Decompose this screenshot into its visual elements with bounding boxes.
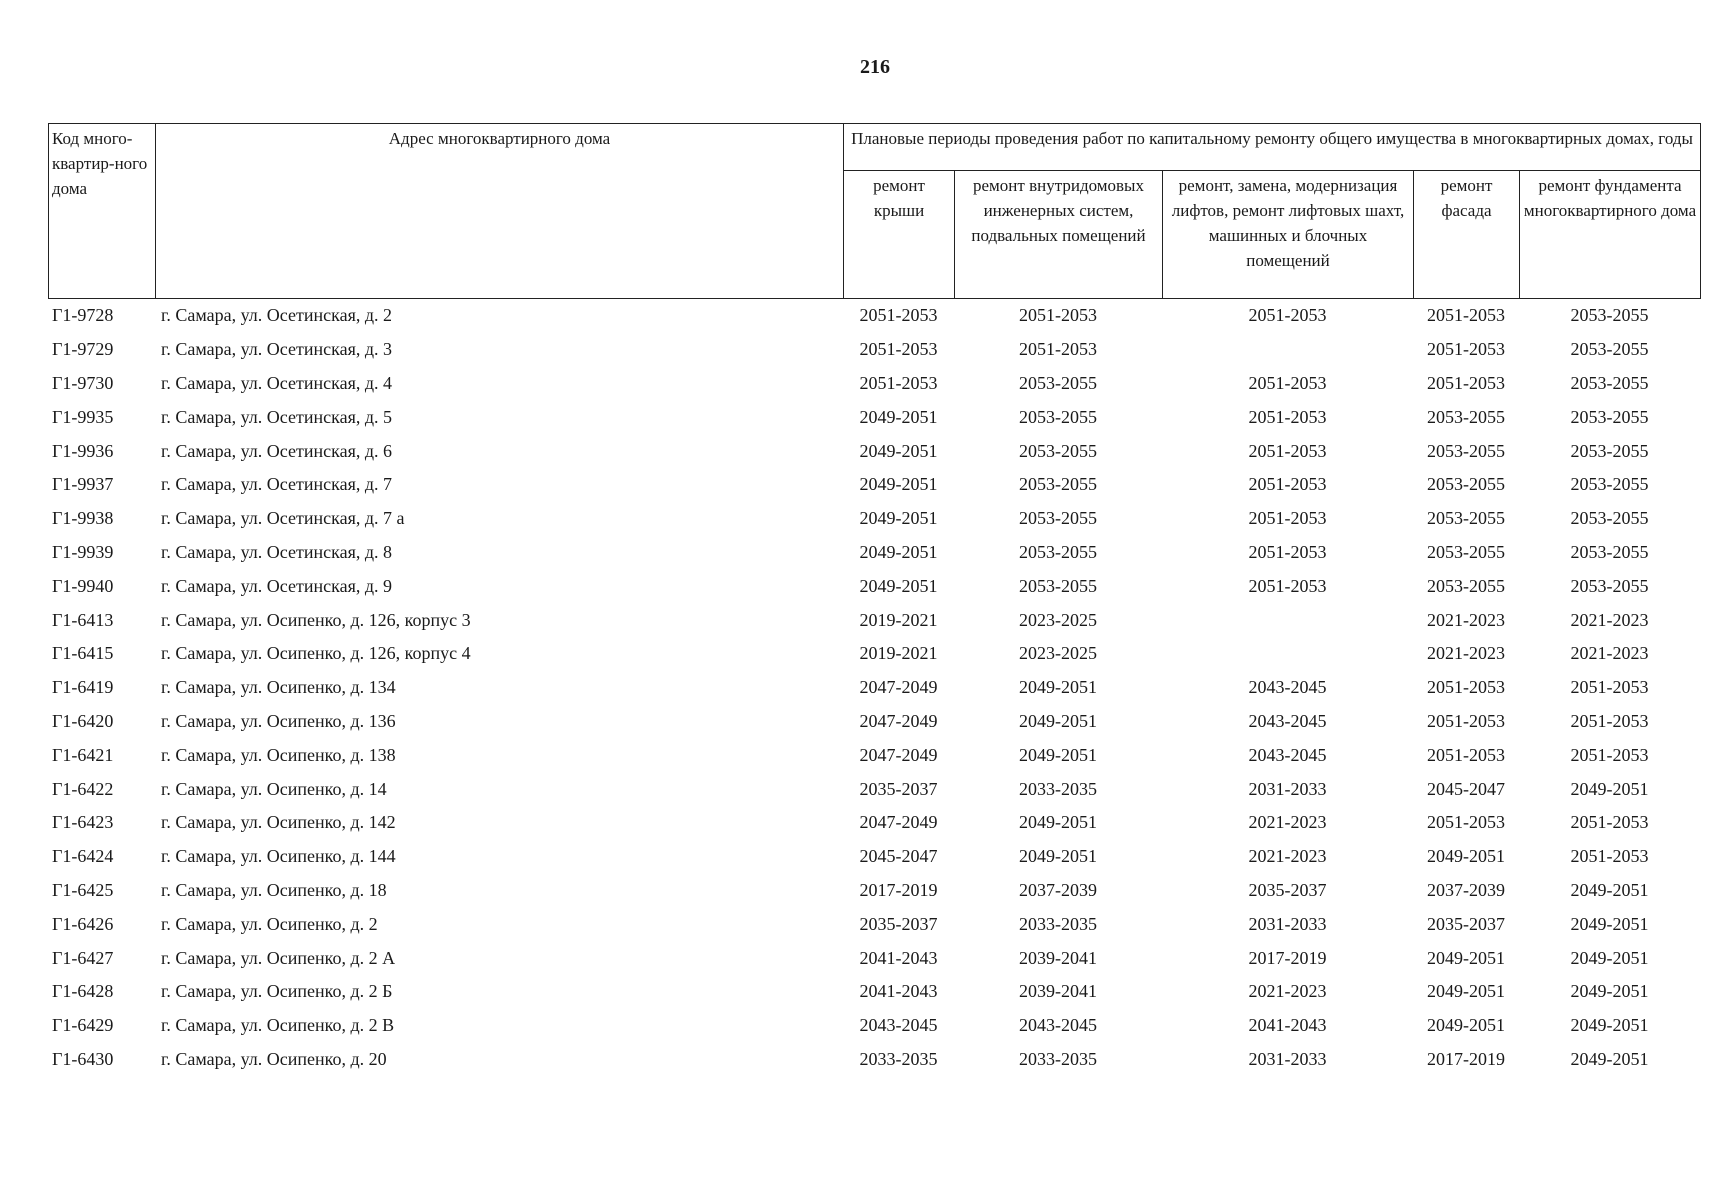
- roof-period: 2017-2019: [859, 879, 938, 900]
- table-row: [48, 975, 1700, 1009]
- table-body: [48, 299, 1700, 1076]
- house-address: г. Самара, ул. Осипенко, д. 126, корпус 3: [161, 609, 471, 630]
- table-row: [48, 603, 1700, 637]
- roof-period: 2049-2051: [859, 440, 938, 461]
- house-code: Г1-6425: [52, 879, 114, 900]
- roof-period: 2051-2053: [859, 372, 938, 393]
- house-address: г. Самара, ул. Осипенко, д. 134: [161, 677, 396, 698]
- systems-period: 2051-2053: [1019, 339, 1097, 360]
- table-row: [48, 637, 1700, 671]
- elevators-period: [1162, 603, 1413, 637]
- house-code: Г1-6419: [52, 677, 114, 698]
- elevators-period: 2043-2045: [1248, 744, 1327, 765]
- facade-period: 2053-2055: [1427, 440, 1505, 461]
- facade-period: 2049-2051: [1427, 846, 1505, 867]
- facade-period: 2051-2053: [1427, 812, 1505, 833]
- elevators-period: 2051-2053: [1248, 575, 1327, 596]
- foundation-period: 2049-2051: [1570, 879, 1649, 900]
- house-address: г. Самара, ул. Осетинская, д. 3: [161, 339, 393, 360]
- foundation-period: 2049-2051: [1570, 947, 1649, 968]
- facade-period: 2053-2055: [1427, 406, 1505, 427]
- foundation-period: 2053-2055: [1570, 339, 1649, 360]
- systems-period: 2049-2051: [1019, 812, 1097, 833]
- elevators-period: 2031-2033: [1248, 913, 1327, 934]
- house-code: Г1-6429: [52, 1015, 114, 1036]
- house-address: г. Самара, ул. Осетинская, д. 4: [161, 372, 393, 393]
- house-address: г. Самара, ул. Осетинская, д. 6: [161, 440, 393, 461]
- foundation-period: 2021-2023: [1570, 643, 1649, 664]
- elevators-period: 2021-2023: [1248, 981, 1327, 1002]
- table-row: [48, 941, 1700, 975]
- header-foundation: ремонт фундамента многоквартирного дома: [1520, 171, 1701, 299]
- table-row: [48, 569, 1700, 603]
- systems-period: 2023-2025: [1019, 609, 1097, 630]
- systems-period: 2023-2025: [1019, 643, 1097, 664]
- elevators-period: 2043-2045: [1248, 710, 1327, 731]
- table-row: [48, 1043, 1700, 1077]
- house-address: г. Самара, ул. Осипенко, д. 2 А: [161, 947, 396, 968]
- foundation-period: 2053-2055: [1570, 474, 1649, 495]
- roof-period: 2035-2037: [859, 778, 938, 799]
- house-address: г. Самара, ул. Осипенко, д. 2 В: [161, 1015, 395, 1036]
- house-code: Г1-6422: [52, 778, 114, 799]
- house-code: Г1-9935: [52, 406, 114, 427]
- house-code: Г1-6428: [52, 981, 114, 1002]
- header-systems: ремонт внутридомовых инженерных систем, подвальных помещений: [955, 171, 1163, 299]
- elevators-period: 2035-2037: [1248, 879, 1327, 900]
- facade-period: 2053-2055: [1427, 474, 1505, 495]
- table-row: [48, 468, 1700, 502]
- foundation-period: 2049-2051: [1570, 1048, 1649, 1069]
- elevators-period: 2051-2053: [1248, 541, 1327, 562]
- house-address: г. Самара, ул. Осипенко, д. 126, корпус 4: [161, 643, 471, 664]
- elevators-period: 2031-2033: [1248, 1048, 1327, 1069]
- foundation-period: 2053-2055: [1570, 406, 1649, 427]
- table-header: [48, 123, 1701, 299]
- facade-period: 2045-2047: [1427, 778, 1505, 799]
- systems-period: 2053-2055: [1019, 440, 1097, 461]
- house-address: г. Самара, ул. Осетинская, д. 9: [161, 575, 393, 596]
- house-code: Г1-6415: [52, 643, 114, 664]
- table-row: [48, 840, 1700, 874]
- header-address: Адрес многоквартирного дома: [156, 124, 844, 299]
- house-code: Г1-9936: [52, 440, 114, 461]
- facade-period: 2051-2053: [1427, 305, 1505, 326]
- table-row: [48, 434, 1700, 468]
- roof-period: 2019-2021: [859, 643, 938, 664]
- house-code: Г1-9728: [52, 305, 114, 326]
- house-code: Г1-6427: [52, 947, 114, 968]
- roof-period: 2019-2021: [859, 609, 938, 630]
- table-row: [48, 502, 1700, 536]
- house-address: г. Самара, ул. Осипенко, д. 18: [161, 879, 387, 900]
- header-code: Код много-квартир-ного дома: [49, 124, 156, 299]
- house-code: Г1-9939: [52, 541, 114, 562]
- foundation-period: 2053-2055: [1570, 541, 1649, 562]
- house-code: Г1-9937: [52, 474, 114, 495]
- elevators-period: 2017-2019: [1248, 947, 1327, 968]
- systems-period: 2049-2051: [1019, 846, 1097, 867]
- facade-period: 2021-2023: [1427, 609, 1505, 630]
- foundation-period: 2051-2053: [1570, 710, 1649, 731]
- elevators-period: 2051-2053: [1248, 508, 1327, 529]
- house-code: Г1-9938: [52, 508, 114, 529]
- facade-period: 2053-2055: [1427, 508, 1505, 529]
- systems-period: 2039-2041: [1019, 947, 1097, 968]
- foundation-period: 2049-2051: [1570, 913, 1649, 934]
- elevators-period: 2051-2053: [1248, 372, 1327, 393]
- house-address: г. Самара, ул. Осипенко, д. 136: [161, 710, 396, 731]
- foundation-period: 2053-2055: [1570, 372, 1649, 393]
- house-address: г. Самара, ул. Осипенко, д. 144: [161, 846, 396, 867]
- roof-period: 2041-2043: [859, 981, 938, 1002]
- systems-period: 2053-2055: [1019, 406, 1097, 427]
- foundation-period: 2053-2055: [1570, 575, 1649, 596]
- house-address: г. Самара, ул. Осипенко, д. 2: [161, 913, 378, 934]
- systems-period: 2039-2041: [1019, 981, 1097, 1002]
- table-row: [48, 772, 1700, 806]
- roof-period: 2049-2051: [859, 406, 938, 427]
- facade-period: 2053-2055: [1427, 541, 1505, 562]
- house-address: г. Самара, ул. Осетинская, д. 7 а: [161, 508, 405, 529]
- roof-period: 2047-2049: [859, 744, 938, 765]
- house-code: Г1-9729: [52, 339, 114, 360]
- roof-period: 2049-2051: [859, 474, 938, 495]
- elevators-period: 2051-2053: [1248, 406, 1327, 427]
- table-row: [48, 738, 1700, 772]
- foundation-period: 2049-2051: [1570, 981, 1649, 1002]
- house-code: Г1-9730: [52, 372, 114, 393]
- systems-period: 2053-2055: [1019, 575, 1097, 596]
- table-row: [48, 299, 1700, 333]
- roof-period: 2047-2049: [859, 710, 938, 731]
- roof-period: 2047-2049: [859, 677, 938, 698]
- elevators-period: 2021-2023: [1248, 846, 1327, 867]
- facade-period: 2051-2053: [1427, 372, 1505, 393]
- table-row: [48, 367, 1700, 401]
- house-address: г. Самара, ул. Осетинская, д. 8: [161, 541, 393, 562]
- table-row: [48, 705, 1700, 739]
- systems-period: 2049-2051: [1019, 744, 1097, 765]
- elevators-period: 2041-2043: [1248, 1015, 1327, 1036]
- systems-period: 2049-2051: [1019, 710, 1097, 731]
- page-number: 216: [860, 56, 890, 78]
- roof-period: 2035-2037: [859, 913, 938, 934]
- foundation-period: 2053-2055: [1570, 440, 1649, 461]
- elevators-period: [1162, 637, 1413, 671]
- roof-period: 2047-2049: [859, 812, 938, 833]
- header-roof: ремонт крыши: [844, 171, 955, 299]
- roof-period: 2049-2051: [859, 541, 938, 562]
- roof-period: 2049-2051: [859, 575, 938, 596]
- house-code: Г1-9940: [52, 575, 114, 596]
- roof-period: 2043-2045: [859, 1015, 938, 1036]
- systems-period: 2033-2035: [1019, 1048, 1097, 1069]
- systems-period: 2053-2055: [1019, 508, 1097, 529]
- table-row: [48, 874, 1700, 908]
- facade-period: 2035-2037: [1427, 913, 1505, 934]
- house-address: г. Самара, ул. Осипенко, д. 142: [161, 812, 396, 833]
- house-address: г. Самара, ул. Осетинская, д. 7: [161, 474, 393, 495]
- facade-period: 2049-2051: [1427, 947, 1505, 968]
- roof-period: 2051-2053: [859, 305, 938, 326]
- header-elevators: ремонт, замена, модернизация лифтов, ремонт лифтовых шахт, машинных и блочных помещений: [1163, 171, 1414, 299]
- house-code: Г1-6424: [52, 846, 114, 867]
- systems-period: 2053-2055: [1019, 474, 1097, 495]
- facade-period: 2051-2053: [1427, 710, 1505, 731]
- house-code: Г1-6413: [52, 609, 114, 630]
- foundation-period: 2051-2053: [1570, 744, 1649, 765]
- systems-period: 2037-2039: [1019, 879, 1097, 900]
- systems-period: 2033-2035: [1019, 778, 1097, 799]
- house-address: г. Самара, ул. Осетинская, д. 2: [161, 305, 393, 326]
- table-row: [48, 671, 1700, 705]
- table-row: [48, 1009, 1700, 1043]
- facade-period: 2051-2053: [1427, 339, 1505, 360]
- foundation-period: 2053-2055: [1570, 305, 1649, 326]
- house-address: г. Самара, ул. Осипенко, д. 14: [161, 778, 387, 799]
- house-code: Г1-6430: [52, 1048, 114, 1069]
- facade-period: 2053-2055: [1427, 575, 1505, 596]
- systems-period: 2053-2055: [1019, 372, 1097, 393]
- foundation-period: 2051-2053: [1570, 846, 1649, 867]
- table-row: [48, 333, 1700, 367]
- systems-period: 2049-2051: [1019, 677, 1097, 698]
- facade-period: 2049-2051: [1427, 981, 1505, 1002]
- facade-period: 2049-2051: [1427, 1015, 1505, 1036]
- roof-period: 2041-2043: [859, 947, 938, 968]
- house-code: Г1-6426: [52, 913, 114, 934]
- systems-period: 2051-2053: [1019, 305, 1097, 326]
- house-address: г. Самара, ул. Осипенко, д. 20: [161, 1048, 387, 1069]
- elevators-period: 2021-2023: [1248, 812, 1327, 833]
- elevators-period: 2043-2045: [1248, 677, 1327, 698]
- header-periods-group: Плановые периоды проведения работ по капитальному ремонту общего имущества в многоквартирных домах, годы: [844, 124, 1701, 171]
- roof-period: 2033-2035: [859, 1048, 938, 1069]
- elevators-period: 2031-2033: [1248, 778, 1327, 799]
- elevators-period: 2051-2053: [1248, 474, 1327, 495]
- facade-period: 2021-2023: [1427, 643, 1505, 664]
- facade-period: 2051-2053: [1427, 744, 1505, 765]
- foundation-period: 2049-2051: [1570, 1015, 1649, 1036]
- facade-period: 2017-2019: [1427, 1048, 1505, 1069]
- table-row: [48, 806, 1700, 840]
- house-code: Г1-6423: [52, 812, 114, 833]
- header-facade: ремонт фасада: [1414, 171, 1520, 299]
- elevators-period: [1162, 333, 1413, 367]
- foundation-period: 2021-2023: [1570, 609, 1649, 630]
- table-row: [48, 907, 1700, 941]
- foundation-period: 2051-2053: [1570, 677, 1649, 698]
- capital-repair-schedule: [48, 123, 1700, 1076]
- facade-period: 2051-2053: [1427, 677, 1505, 698]
- roof-period: 2049-2051: [859, 508, 938, 529]
- foundation-period: 2051-2053: [1570, 812, 1649, 833]
- house-address: г. Самара, ул. Осипенко, д. 138: [161, 744, 396, 765]
- systems-period: 2053-2055: [1019, 541, 1097, 562]
- elevators-period: 2051-2053: [1248, 440, 1327, 461]
- house-code: Г1-6420: [52, 710, 114, 731]
- elevators-period: 2051-2053: [1248, 305, 1327, 326]
- house-address: г. Самара, ул. Осетинская, д. 5: [161, 406, 393, 427]
- systems-period: 2033-2035: [1019, 913, 1097, 934]
- table-row: [48, 536, 1700, 570]
- facade-period: 2037-2039: [1427, 879, 1505, 900]
- foundation-period: 2053-2055: [1570, 508, 1649, 529]
- systems-period: 2043-2045: [1019, 1015, 1097, 1036]
- foundation-period: 2049-2051: [1570, 778, 1649, 799]
- roof-period: 2051-2053: [859, 339, 938, 360]
- house-code: Г1-6421: [52, 744, 114, 765]
- table-row: [48, 400, 1700, 434]
- roof-period: 2045-2047: [859, 846, 938, 867]
- house-address: г. Самара, ул. Осипенко, д. 2 Б: [161, 981, 393, 1002]
